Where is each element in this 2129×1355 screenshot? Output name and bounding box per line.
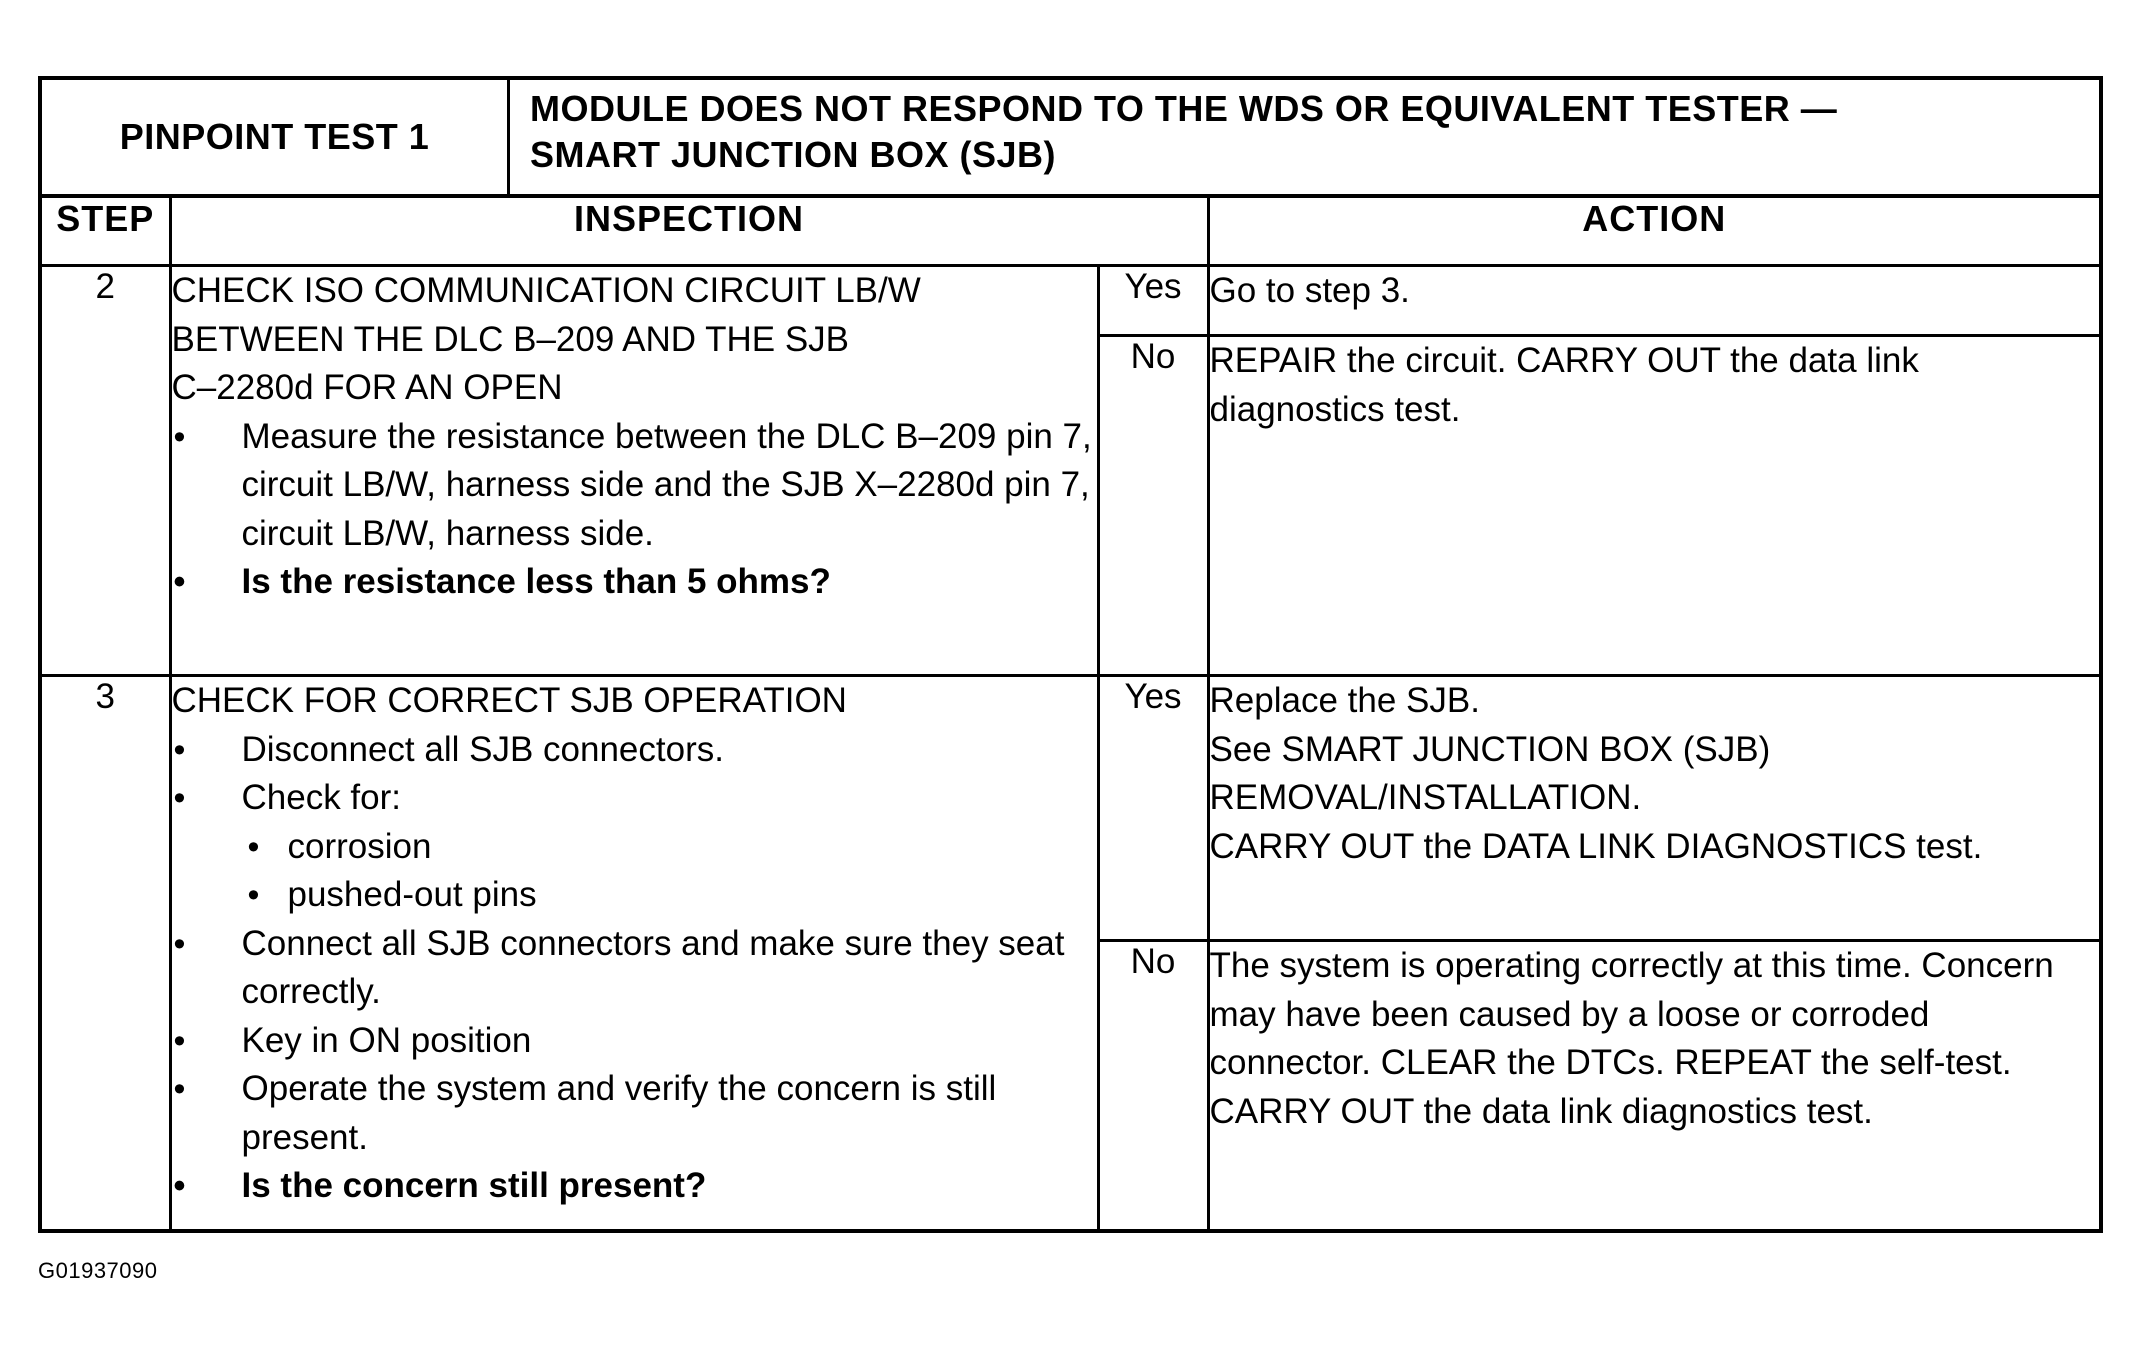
inspection-bullet-text: Check for:: [241, 778, 401, 817]
step-3-yes-row: [40, 676, 2101, 941]
step-title: CHECK FOR CORRECT SJB OPERATION: [171, 681, 847, 720]
inspection-bullet: [172, 774, 1097, 920]
inspection-bullet: • Key in ON position: [172, 1017, 1097, 1066]
inspection-bullet: • Disconnect all SJB connectors.: [172, 726, 1097, 775]
yes-action: Go to step 3.: [1208, 266, 2101, 336]
test-title-line-2: SMART JUNCTION BOX (SJB): [530, 134, 1057, 175]
column-header-action: ACTION: [1208, 196, 2101, 266]
inspection-bullet: • Measure the resistance between the DLC B–209 pin 7, circuit LB/W, harness side and the SJB X–2280d pin 7, circuit LB/W, harness side.: [172, 413, 1097, 559]
yes-action-line: See SMART JUNCTION BOX (SJB): [1209, 729, 1771, 769]
inspection-sub-bullet: • pushed-out pins: [242, 871, 1097, 920]
pinpoint-test-table: [38, 194, 2103, 1233]
inspection-bullet: • Operate the system and verify the concern is still present.: [172, 1065, 1097, 1162]
no-label: No: [1098, 941, 1208, 1231]
column-header-inspection: INSPECTION: [170, 196, 1208, 266]
table-header-row: [40, 196, 2101, 266]
column-header-step: STEP: [40, 196, 170, 266]
no-label: No: [1098, 336, 1208, 676]
test-title: [510, 80, 2099, 194]
figure-id: G01937090: [38, 1258, 158, 1283]
yes-action-line: CARRY OUT the DATA LINK DIAGNOSTICS test.: [1209, 826, 1983, 866]
inspection-bullets: [172, 726, 1097, 1211]
step-inspection: [170, 266, 1098, 676]
no-action: The system is operating correctly at this time. Concern may have been caused by a loose or corroded connector. CLEAR the DTCs. REPEAT the self-test. CARRY OUT the data link diagnostics test.: [1208, 941, 2101, 1231]
inspection-sub-bullet: • corrosion: [242, 823, 1097, 872]
no-action: REPAIR the circuit. CARRY OUT the data link diagnostics test.: [1208, 336, 2101, 676]
yes-label: Yes: [1098, 676, 1208, 941]
inspection-sub-bullets: [242, 823, 1097, 920]
test-label: PINPOINT TEST 1: [42, 80, 510, 194]
yes-action: [1208, 676, 2101, 941]
inspection-question: • Is the resistance less than 5 ohms?: [172, 558, 1097, 607]
step-2-yes-row: [40, 266, 2101, 336]
pinpoint-test-document: [38, 76, 2103, 1233]
inspection-bullets: [172, 413, 1097, 607]
yes-label: Yes: [1098, 266, 1208, 336]
yes-action-line: REMOVAL/INSTALLATION.: [1209, 778, 1642, 817]
step-number: 3: [40, 676, 170, 1231]
inspection-bullet: • Connect all SJB connectors and make sure they seat correctly.: [172, 920, 1097, 1017]
test-header: [38, 76, 2103, 194]
yes-action-line: Replace the SJB.: [1209, 681, 1480, 720]
step-title: CHECK ISO COMMUNICATION CIRCUIT LB/W BETWEEN THE DLC B–209 AND THE SJB C–2280d FOR AN OPEN: [171, 271, 921, 407]
step-number: 2: [40, 266, 170, 676]
test-title-line-1: MODULE DOES NOT RESPOND TO THE WDS OR EQUIVALENT TESTER —: [530, 88, 1838, 129]
inspection-question: • Is the concern still present?: [172, 1162, 1097, 1211]
step-inspection: [170, 676, 1098, 1231]
